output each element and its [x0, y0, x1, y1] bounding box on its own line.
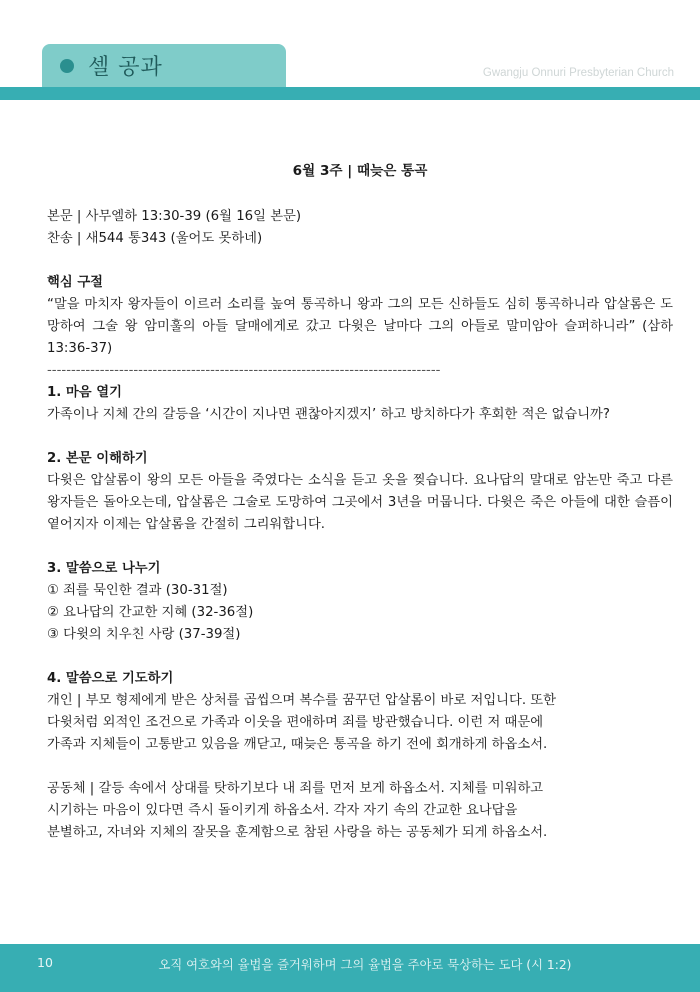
community-prayer-line: 분별하고, 자녀와 지체의 잘못을 훈계함으로 참된 사랑을 하는 공동체가 되게 하옵소서.	[47, 825, 548, 840]
header-tab	[42, 44, 286, 88]
scripture-line: 본문 | 사무엘하 13:30-39 (6월 16일 본문)	[47, 209, 302, 224]
bullet-dot-icon	[60, 59, 74, 73]
header-bar	[0, 87, 700, 100]
church-name: Gwangju Onnuri Presbyterian Church	[482, 67, 674, 79]
week-title: 6월 3주 | 때늦은 통곡	[292, 163, 428, 179]
footer-verse: 오직 여호와의 율법을 즐거워하며 그의 율법을 주야로 묵상하는 도다 (시 1:2)	[158, 958, 572, 972]
community-prayer-line: 시기하는 마음이 있다면 즉시 돌이키게 하옵소서. 각자 자기 속의 간교한 요나답을	[47, 803, 518, 818]
section-4-heading: 4. 말씀으로 기도하기	[47, 671, 174, 686]
list-item: ② 요나답의 간교한 지혜 (32-36절)	[47, 605, 254, 620]
section-2-text: 다윗은 압살롬이 왕의 모든 아들을 죽였다는 소식을 듣고 옷을 찢습니다. 요나답의 말대로 암논만 죽고 다른 왕자들은 돌아오는데, 압살롬은 그술로 도망하여 그곳에서 3년을 머뭅니다. 다윗은 죽은 아들에 대한 슬픔이 옅어지자 이제는 압살롬을 간절히 그리워합니다.	[47, 473, 673, 532]
personal-prayer-line: 가족과 지체들이 고통받고 있음을 깨닫고, 때늦은 통곡을 하기 전에 회개하게 하옵소서.	[47, 737, 548, 752]
section-3-heading: 3. 말씀으로 나누기	[47, 561, 161, 576]
divider: ----------------------------------------------------------------------------------	[47, 363, 441, 378]
personal-prayer-line: 다윗처럼 외적인 조건으로 가족과 이웃을 편애하며 죄를 방관했습니다. 이런 저 때문에	[47, 715, 544, 730]
page-number: 10	[37, 955, 53, 970]
community-prayer-line: 공동체 | 갈등 속에서 상대를 탓하기보다 내 죄를 먼저 보게 하옵소서. 지체를 미워하고	[47, 781, 544, 796]
hymn-line: 찬송 | 새544 통343 (울어도 못하네)	[47, 231, 263, 246]
section-1-heading: 1. 마음 열기	[47, 385, 122, 400]
personal-prayer-line: 개인 | 부모 형제에게 받은 상처를 곱씹으며 복수를 꿈꾸던 압살롬이 바로 저입니다. 또한	[47, 693, 556, 708]
list-item: ③ 다윗의 치우친 사랑 (37-39절)	[47, 627, 241, 642]
key-verse-heading: 핵심 구절	[47, 275, 104, 290]
section-2-heading: 2. 본문 이해하기	[47, 451, 148, 466]
main-content	[47, 160, 673, 844]
list-item: ① 죄를 묵인한 결과 (30-31절)	[47, 583, 228, 598]
header-title: 셀 공과	[88, 55, 163, 80]
section-1-text: 가족이나 지체 간의 갈등을 ‘시간이 지나면 괜찮아지겠지’ 하고 방치하다가 후회한 적은 없습니까?	[47, 407, 610, 422]
key-verse-text: “말을 마치자 왕자들이 이르러 소리를 높여 통곡하니 왕과 그의 모든 신하들도 심히 통곡하니라 압살롬은 도망하여 그술 왕 암미훌의 아들 달매에게로 갔고 다윗은 날마다 그의 아들로 말미암아 슬퍼하니라” (삼하 13:36-37)	[47, 297, 673, 356]
